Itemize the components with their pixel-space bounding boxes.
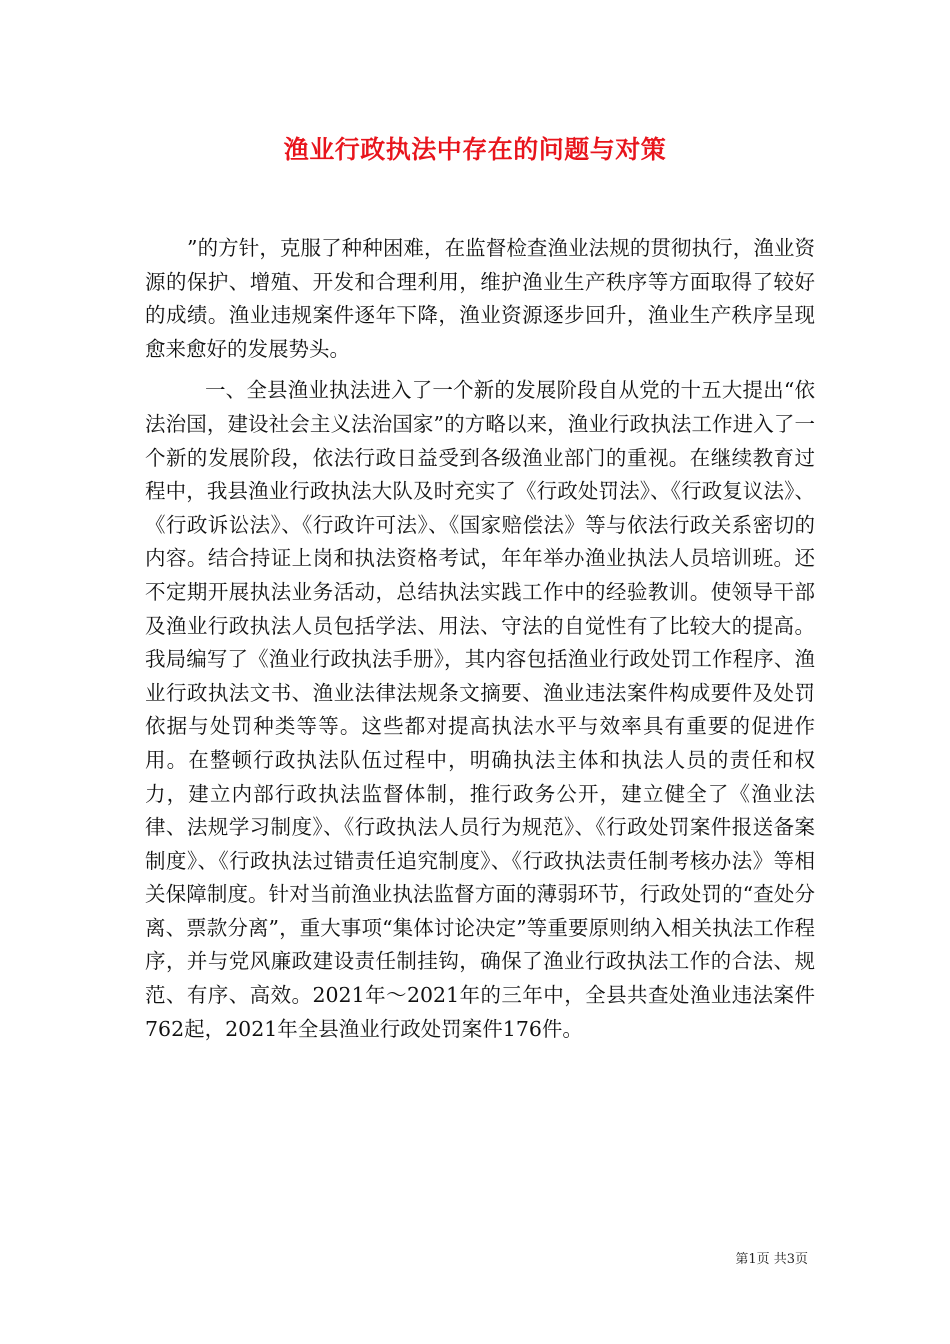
- page-number: 第1页 共3页: [735, 1252, 808, 1267]
- document-title: 渔业行政执法中存在的问题与对策: [283, 135, 667, 164]
- document-body: [145, 232, 815, 1046]
- paragraph: ”的方针，克服了种种困难，在监督检查渔业法规的贯彻执行，渔业资源的保护、增殖、开发和合理利用，维护渔业生产秩序等方面取得了较好的成绩。渔业违规案件逐年下降，渔业资源逐步回升，渔业生产秩序呈现愈来愈好的发展势头。: [145, 236, 815, 361]
- paragraph: 一、全县渔业执法进入了一个新的发展阶段自从党的十五大提出“依法治国，建设社会主义法治国家”的方略以来，渔业行政执法工作进入了一个新的发展阶段，依法行政日益受到各级渔业部门的重视。在继续教育过程中，我县渔业行政执法大队及时充实了《行政处罚法》、《行政复议法》、《行政诉讼法》、《行政许可法》、《国家赔偿法》等与依法行政关系密切的内容。结合持证上岗和执法资格考试，年年举办渔业执法人员培训班。还不定期开展执法业务活动，总结执法实践工作中的经验教训。使领导干部及渔业行政执法人员包括学法、用法、守法的自觉性有了比较大的提高。我局编写了《渔业行政执法手册》，其内容包括渔业行政处罚工作程序、渔业行政执法文书、渔业法律法规条文摘要、渔业违法案件构成要件及处罚依据与处罚种类等等。这些都对提高执法水平与效率具有重要的促进作用。在整顿行政执法队伍过程中，明确执法主体和执法人员的责任和权力，建立内部行政执法监督体制，推行政务公开，建立健全了《渔业法律、法规学习制度》、《行政执法人员行为规范》、《行政处罚案件报送备案制度》、《行政执法过错责任追究制度》、《行政执法责任制考核办法》等相关保障制度。针对当前渔业执法监督方面的薄弱环节，行政处罚的“查处分离、票款分离”，重大事项“集体讨论决定”等重要原则纳入相关执法工作程序，并与党风廉政建设责任制挂钩，确保了渔业行政执法工作的合法、规范、有序、高效。2021年～2021年的三年中，全县共查处渔业违法案件762起，2021年全县渔业行政处罚案件176件。: [145, 378, 815, 1041]
